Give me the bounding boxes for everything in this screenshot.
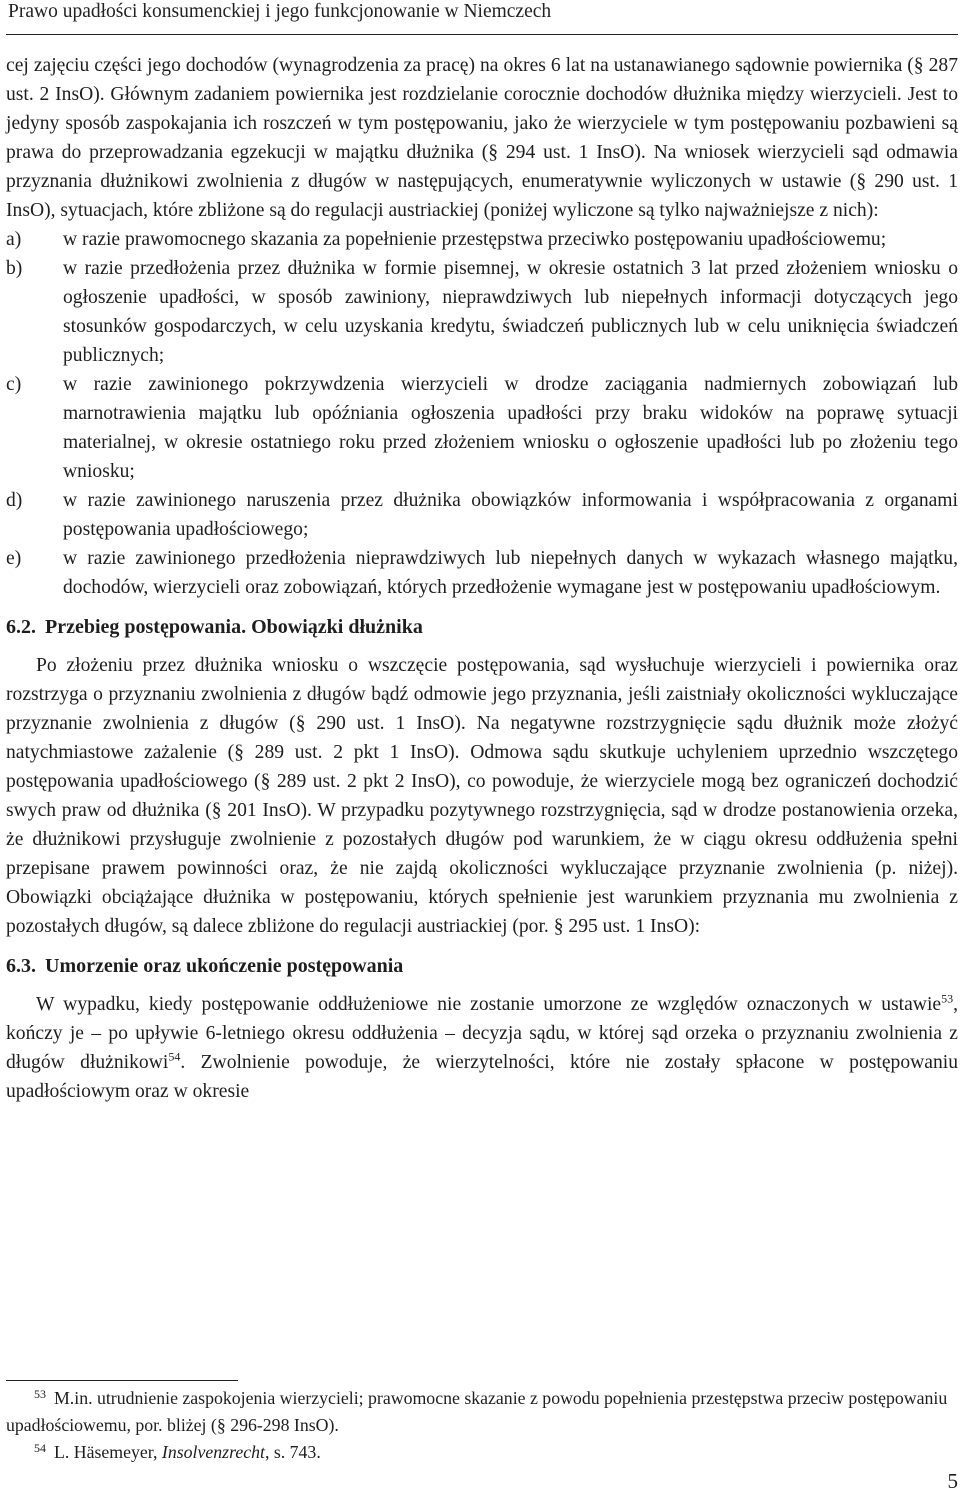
list-item (6, 254, 958, 370)
list-item-label: a) (6, 229, 22, 250)
list-item-label: c) (6, 374, 22, 395)
section-heading-6-3 (6, 952, 958, 981)
paragraph-text: , kończy je – po upływie 6-letniego okresu oddłużenia – decyzja sądu, w której sąd orzeka o przyznaniu zwolnienia z długów dłużnikowi (6, 994, 958, 1073)
footnote: 53 M.in. utrudnienie zaspokojenia wierzycieli; prawomocne skazanie z powodu popełnienia przestępstwa przeciw postępowaniu upadłościowemu, por. bliżej (§ 296-298 InsO). (6, 1387, 948, 1435)
section-title: Umorzenie oraz ukończenie postępowania (45, 955, 404, 977)
list-item-text: w razie zawinionego pokrzywdzenia wierzycieli w drodze zaciągania nadmiernych zobowiązań lub marnotrawienia majątku lub opóźniania ogłoszenia upadłości przy braku widoków na poprawę sytuacji materialnej, w okresie ostatniego roku przed złożeniem wniosku o ogłoszenie upadłości lub po złożeniu tego wniosku; (63, 374, 958, 482)
intro-paragraph: cej zajęciu części jego dochodów (wynagrodzenia za pracę) na okres 6 lat na ustanawianego sądownie powiernika (§ 287 ust. 2 InsO). Głównym zadaniem powiernika jest rozdzielanie corocznie dochodów dłużnika między wierzycieli. Jest to jedyny sposób zaspokajania ich roszczeń w tym postępowaniu, jako że wierzyciele w tym postępowaniu pozbawieni są prawa do przeprowadzania egzekucji w majątku dłużnika (§ 294 ust. 1 InsO). Na wniosek wierzycieli sąd odmawia przyznania dłużnikowi zwolnienia z długów w następujących, enumeratywnie wyliczonych w ustawie (§ 290 ust. 1 InsO), sytuacjach, które zbliżone są do regulacji austriackiej (poniżej wyliczone są tylko najważniejsze z nich): (6, 55, 958, 221)
footnote-text: L. Häsemeyer, (54, 1442, 162, 1462)
footnote-reference[interactable]: 54 (168, 1049, 181, 1064)
list-item (6, 486, 958, 544)
footnote-reference[interactable]: 53 (941, 991, 954, 1006)
header-divider (6, 34, 958, 35)
running-header: Prawo upadłości konsumenckiej i jego funkcjonowanie w Niemczech (8, 1, 552, 22)
list-item (6, 370, 958, 486)
list-item-text: w razie prawomocnego skazania za popełnienie przestępstwa przeciwko postępowaniu upadłościowemu; (63, 229, 887, 250)
main-text (6, 51, 958, 1106)
page-number: 5 (947, 1469, 958, 1493)
list-item-text: w razie zawinionego naruszenia przez dłużnika obowiązków informowania i współpracowania z organami postępowania upadłościowego; (63, 490, 958, 540)
list-item-label: d) (6, 490, 23, 511)
list-item (6, 544, 958, 602)
section-6-2-paragraph: Po złożeniu przez dłużnika wniosku o wszczęcie postępowania, sąd wysłuchuje wierzycieli i powiernika oraz rozstrzyga o przyznaniu zwolnienia z długów bądź odmowie jego przyznania, jeśli zaistniały okoliczności wykluczające przyznanie zwolnienia z długów (§ 290 ust. 1 InsO). Na negatywne rozstrzygnięcie sądu dłużnik może złożyć natychmiastowe zażalenie (§ 289 ust. 2 pkt 1 InsO). Odmowa sądu skutkuje uchyleniem uprzednio wszczętego postępowania upadłościowego (§ 289 ust. 2 pkt 2 InsO), co powoduje, że wierzyciele mogą bez ograniczeń dochodzić swych praw od dłużnika (§ 201 InsO). W przypadku pozytywnego rozstrzygnięcia, sąd w drodze postanowienia orzeka, że dłużnikowi przysługuje zwolnienie z pozostałych długów pod warunkiem, że w ciągu okresu oddłużenia spełni przepisane prawem powinności oraz, że nie zajdą okoliczności wykluczające przyznanie zwolnienia (p. niżej). Obowiązki obciążające dłużnika w postępowaniu, których spełnienie jest warunkiem przyznania mu zwolnienia z pozostałych długów, są dalece zbliżone do regulacji austriackiej (por. § 295 ust. 1 InsO): (6, 655, 958, 937)
list-item-text: w razie przedłożenia przez dłużnika w formie pisemnej, w okresie ostatnich 3 lat przed złożeniem wniosku o ogłoszenie upadłości, w sposób zawiniony, nieprawdziwych lub niepełnych informacji dotyczących jego stosunków gospodarczych, w celu uzyskania kredytu, świadczeń publicznych lub w celu uniknięcia świadczeń publicznych; (63, 258, 958, 366)
list-item-label: b) (6, 258, 23, 279)
list-item (6, 225, 958, 254)
section-heading-6-2 (6, 613, 958, 642)
list-item-label: e) (6, 548, 22, 569)
section-6-3-paragraph (6, 990, 958, 1106)
footnote: 54 L. Häsemeyer, Insolvenzrecht, s. 743. (34, 1441, 321, 1462)
section-title: Przebieg postępowania. Obowiązki dłużnika (45, 616, 423, 638)
footnote-text: , s. 743. (264, 1442, 321, 1462)
footnotes (6, 1385, 958, 1466)
paragraph-text: W wypadku, kiedy postępowanie oddłużeniowe nie zostanie umorzone ze względów oznaczonych w ustawie (36, 994, 942, 1015)
section-number: 6.3. (6, 955, 36, 977)
book-title: Insolvenzrecht (161, 1442, 265, 1462)
footnote-divider (6, 1380, 238, 1381)
paragraph-text: . Zwolnienie powoduje, że wierzytelności, które nie zostały spłacone w postępowaniu upadłościowym oraz w okresie (6, 1052, 958, 1102)
exclusion-list (6, 225, 958, 602)
footnote-text: M.in. utrudnienie zaspokojenia wierzycieli; prawomocne skazanie z powodu popełnienia przestępstwa przeciw postępowaniu upadłościowemu, por. bliżej (§ 296-298 InsO). (6, 1388, 948, 1435)
list-item-text: w razie zawinionego przedłożenia nieprawdziwych lub niepełnych danych w wykazach własnego majątku, dochodów, wierzycieli oraz zobowiązań, których przedłożenie wymagane jest w postępowaniu upadłościowym. (63, 548, 958, 598)
section-number: 6.2. (6, 616, 36, 638)
